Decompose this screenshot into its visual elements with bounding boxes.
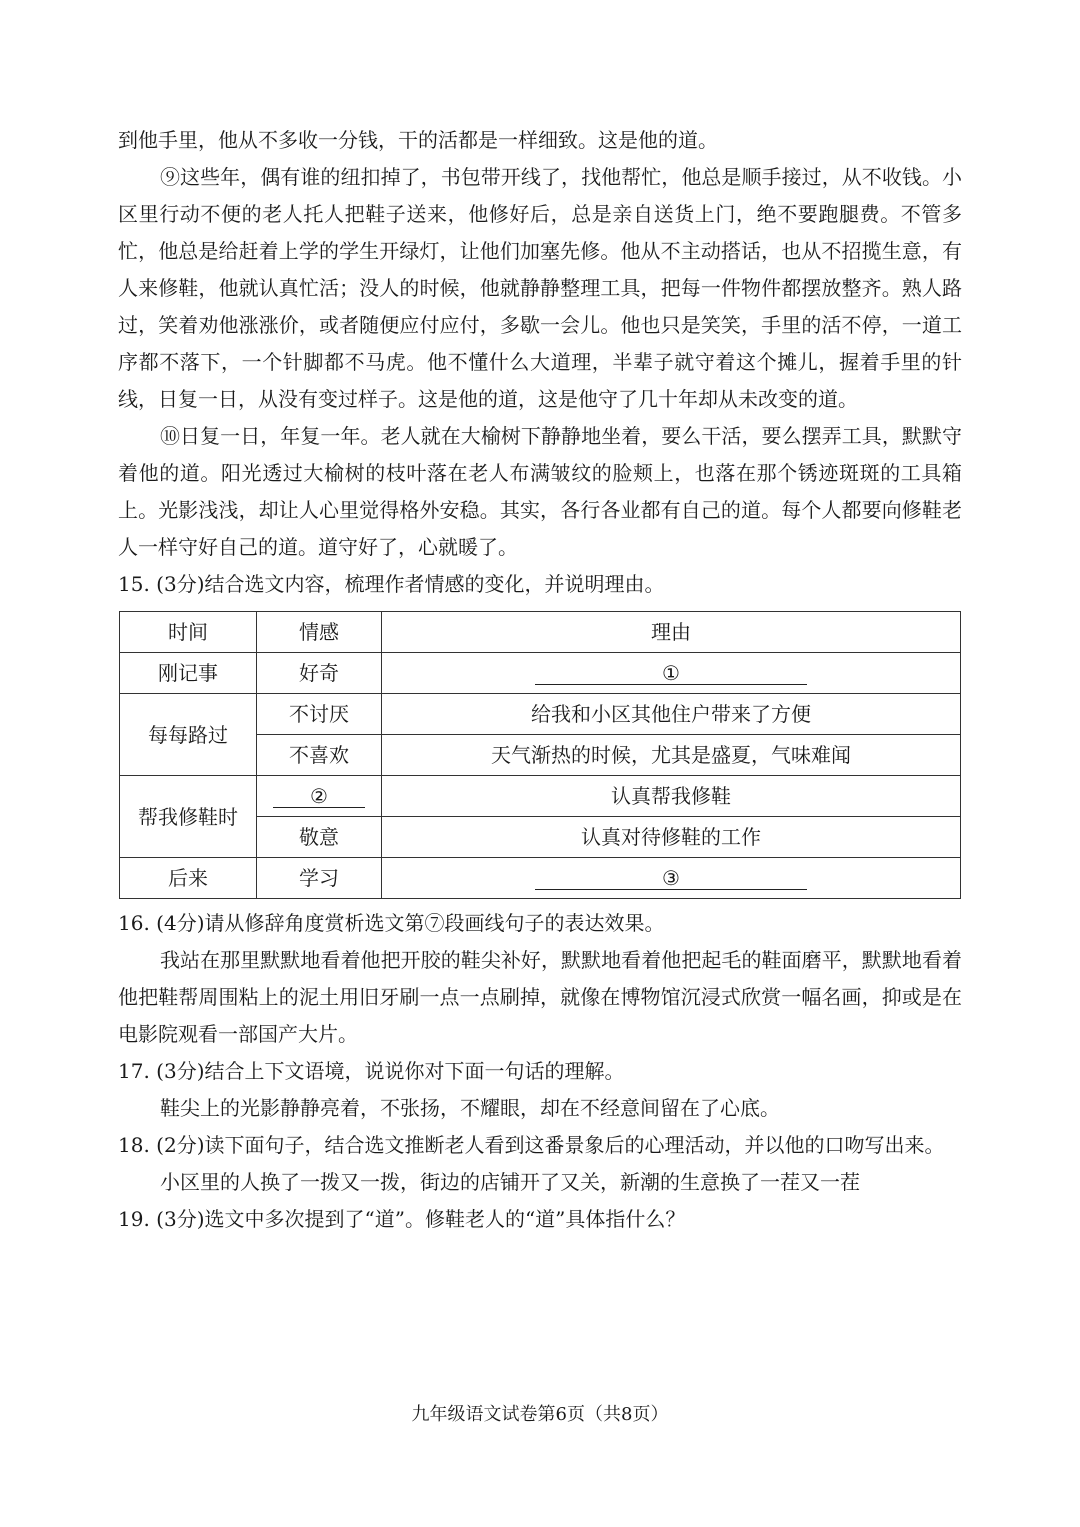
header-time: 时间 xyxy=(120,612,257,653)
header-reason: 理由 xyxy=(382,612,961,653)
exam-content xyxy=(118,122,962,1238)
question-15: 15. (3分)结合选文内容，梳理作者情感的变化，并说明理由。 xyxy=(118,572,665,596)
table-row xyxy=(120,694,961,735)
question-17-quote: 鞋尖上的光影静静亮着，不张扬，不耀眼，却在不经意间留在了心底。 xyxy=(160,1096,780,1120)
paragraph-continued: 到他手里，他从不多收一分钱，干的活都是一样细致。这是他的道。 xyxy=(118,128,718,152)
reason-cell xyxy=(382,653,961,694)
emotion-cell xyxy=(257,776,382,817)
emotion-cell: 不喜欢 xyxy=(257,735,382,776)
table-row xyxy=(120,776,961,817)
reason-cell: 天气渐热的时候，尤其是盛夏，气味难闻 xyxy=(382,735,961,776)
table-row xyxy=(120,653,961,694)
reason-cell: 认真对待修鞋的工作 xyxy=(382,817,961,858)
reason-cell: 认真帮我修鞋 xyxy=(382,776,961,817)
reason-cell: 给我和小区其他住户带来了方便 xyxy=(382,694,961,735)
header-emotion: 情感 xyxy=(257,612,382,653)
question-16-quote: 我站在那里默默地看着他把开胶的鞋尖补好，默默地看着他把起毛的鞋面磨平，默默地看着他把鞋帮周围粘上的泥土用旧牙刷一点一点刷掉，就像在博物馆沉浸式欣赏一幅名画，抑或是在电影院观看一部国产大片。 xyxy=(118,948,962,1046)
emotion-cell: 不讨厌 xyxy=(257,694,382,735)
paragraph-10: ⑩日复一日，年复一年。老人就在大榆树下静静地坐着，要么干活，要么摆弄工具，默默守着他的道。阳光透过大榆树的枝叶落在老人布满皱纹的脸颊上，也落在那个锈迹斑斑的工具箱上。光影浅浅，却让人心里觉得格外安稳。其实，各行各业都有自己的道。每个人都要向修鞋老人一样守好自己的道。道守好了，心就暖了。 xyxy=(118,424,962,559)
question-16: 16. (4分)请从修辞角度赏析选文第⑦段画线句子的表达效果。 xyxy=(118,911,665,935)
table-row xyxy=(120,858,961,899)
answer-blank-3[interactable]: ③ xyxy=(535,867,807,890)
table-header-row xyxy=(120,612,961,653)
emotion-table xyxy=(119,611,961,899)
time-cell: 每每路过 xyxy=(120,694,257,776)
emotion-cell: 好奇 xyxy=(257,653,382,694)
time-cell: 后来 xyxy=(120,858,257,899)
question-19: 19. (3分)选文中多次提到了“道”。修鞋老人的“道”具体指什么？ xyxy=(118,1207,686,1231)
emotion-cell: 敬意 xyxy=(257,817,382,858)
emotion-cell: 学习 xyxy=(257,858,382,899)
question-18-quote: 小区里的人换了一拨又一拨，街边的店铺开了又关，新潮的生意换了一茬又一茬 xyxy=(160,1170,860,1194)
reason-cell xyxy=(382,858,961,899)
paragraph-9: ⑨这些年，偶有谁的纽扣掉了，书包带开线了，找他帮忙，他总是顺手接过，从不收钱。小区里行动不便的老人托人把鞋子送来，他修好后，总是亲自送货上门，绝不要跑腿费。不管多忙，他总是给赶着上学的学生开绿灯，让他们加塞先修。他从不主动搭话，也从不招揽生意，有人来修鞋，他就认真忙活；没人的时候，他就静静整理工具，把每一件物件都摆放整齐。熟人路过，笑着劝他涨涨价，或者随便应付应付，多歇一会儿。他也只是笑笑，手里的活不停，一道工序都不落下，一个针脚都不马虎。他不懂什么大道理，半辈子就守着这个摊儿，握着手里的针线，日复一日，从没有变过样子。这是他的道，这是他守了几十年却从未改变的道。 xyxy=(118,165,962,411)
answer-blank-1[interactable]: ① xyxy=(535,662,807,685)
page-footer: 九年级语文试卷第6页（共8页） xyxy=(411,1404,669,1425)
time-cell: 刚记事 xyxy=(120,653,257,694)
answer-blank-2[interactable]: ② xyxy=(273,785,365,808)
question-18: 18. (2分)读下面句子，结合选文推断老人看到这番景象后的心理活动，并以他的口吻写出来。 xyxy=(118,1133,945,1157)
question-17: 17. (3分)结合上下文语境，说说你对下面一句话的理解。 xyxy=(118,1059,625,1083)
time-cell: 帮我修鞋时 xyxy=(120,776,257,858)
